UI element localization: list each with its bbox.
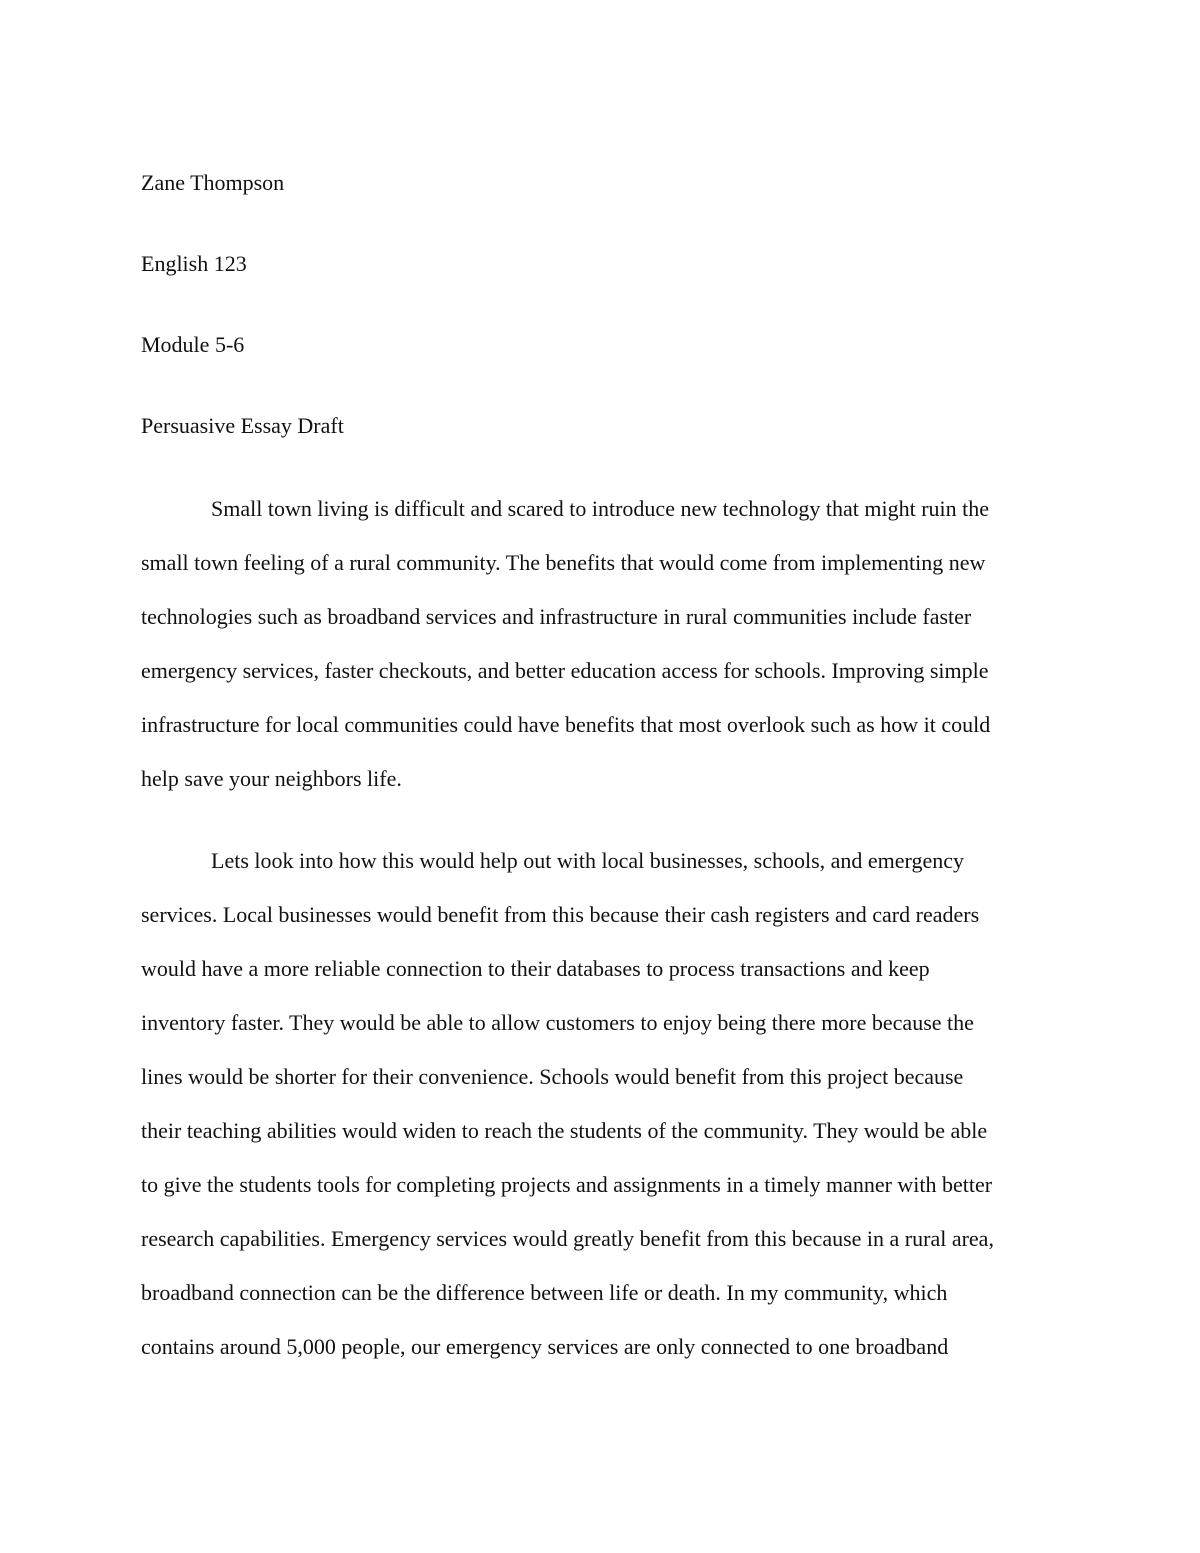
paragraph-line: emergency services, faster checkouts, and better education access for schools. Improving simple: [141, 658, 989, 683]
paragraph-line: to give the students tools for completing projects and assignments in a timely manner with better: [141, 1172, 993, 1197]
author-name: Zane Thompson: [141, 170, 285, 195]
module-label: Module 5-6: [141, 332, 245, 357]
paragraph-line: lines would be shorter for their convenience. Schools would benefit from this project because: [141, 1064, 964, 1089]
paragraph-line: small town feeling of a rural community. The benefits that would come from implementing new: [141, 550, 986, 575]
paragraph-line: their teaching abilities would widen to reach the students of the community. They would be able: [141, 1118, 988, 1143]
paragraph-line: help save your neighbors life.: [141, 766, 402, 791]
paragraph-line: infrastructure for local communities could have benefits that most overlook such as how it could: [141, 712, 991, 737]
paragraph-line: Small town living is difficult and scared to introduce new technology that might ruin the: [211, 496, 990, 521]
paragraph-line: contains around 5,000 people, our emergency services are only connected to one broadband: [141, 1334, 949, 1359]
paragraph-line: research capabilities. Emergency services would greatly benefit from this because in a rural area,: [141, 1226, 994, 1251]
paragraph-line: technologies such as broadband services and infrastructure in rural communities include faster: [141, 604, 972, 629]
paragraph-line: services. Local businesses would benefit from this because their cash registers and card readers: [141, 902, 980, 927]
paragraph-line: inventory faster. They would be able to allow customers to enjoy being there more because the: [141, 1010, 974, 1035]
paragraph-line: Lets look into how this would help out with local businesses, schools, and emergency: [211, 848, 964, 873]
paragraph-line: broadband connection can be the difference between life or death. In my community, which: [141, 1280, 948, 1305]
essay-title: Persuasive Essay Draft: [141, 413, 344, 438]
course-name: English 123: [141, 251, 247, 276]
paragraph-line: would have a more reliable connection to their databases to process transactions and keep: [141, 956, 930, 981]
